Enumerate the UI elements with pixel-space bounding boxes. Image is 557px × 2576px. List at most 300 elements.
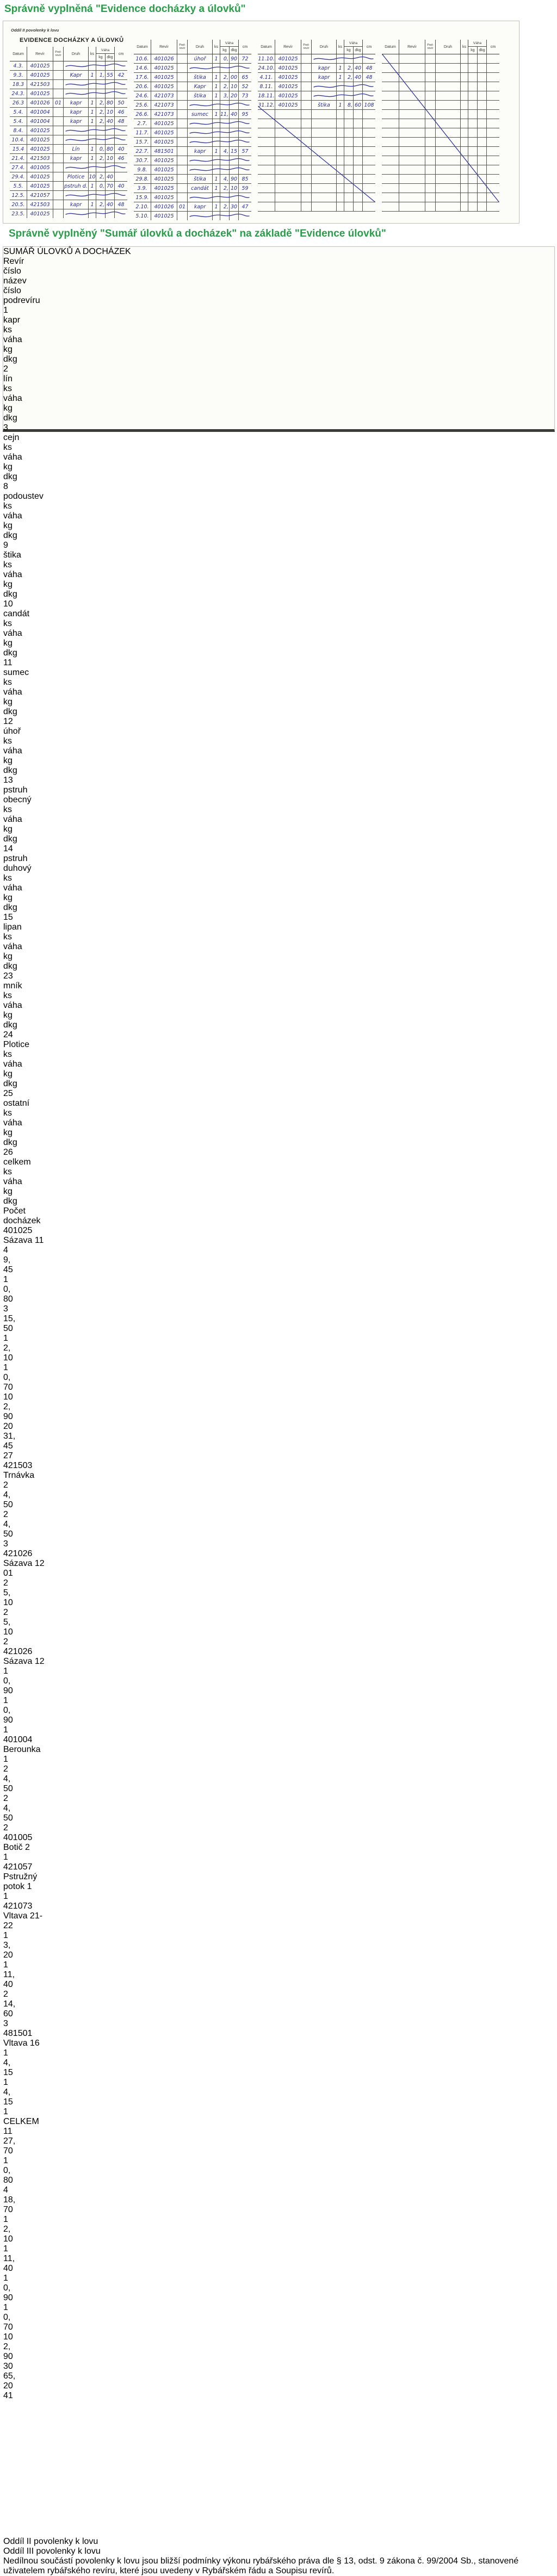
- cell: 1: [213, 82, 220, 91]
- cell: [312, 165, 337, 174]
- cell: [468, 165, 478, 174]
- cell: [436, 156, 461, 165]
- cell: 401025: [27, 89, 53, 98]
- cell: [337, 119, 344, 128]
- cell: [188, 128, 213, 137]
- cell: 1: [3, 1931, 8, 1940]
- cell: Lín: [64, 145, 89, 153]
- cell: [436, 101, 461, 109]
- cell: 1: [213, 54, 220, 63]
- cell: [53, 135, 64, 144]
- cell: 4,: [3, 1520, 11, 1529]
- cell: [220, 64, 230, 72]
- cell: 26.3: [10, 98, 27, 107]
- cell: [354, 156, 363, 165]
- column-header-dkg: dkg: [107, 55, 113, 59]
- evidence-row: [258, 64, 375, 73]
- cell: Berounka 1: [3, 1745, 41, 1764]
- column-header-revir: Revír: [275, 40, 301, 54]
- evidence-panel-4: [382, 40, 499, 212]
- cell: 2,: [3, 1343, 11, 1353]
- cell: 10: [230, 184, 239, 193]
- cell: 1: [3, 1696, 8, 1705]
- evidence-row: [382, 110, 499, 119]
- column-header-revir: Revír: [151, 40, 177, 54]
- cell: 20: [3, 1422, 13, 1431]
- summary-row: [3, 1862, 554, 1902]
- label-ks: ks: [3, 1050, 12, 1059]
- cell: 1: [89, 154, 96, 163]
- cell: 73: [242, 92, 249, 99]
- evidence-row: [10, 61, 127, 71]
- cell: [64, 209, 89, 218]
- label-vaha-group: [3, 1177, 44, 1206]
- evidence-row: [10, 135, 127, 145]
- cell: [363, 54, 375, 63]
- cell: [258, 202, 275, 211]
- cell: 90: [3, 2352, 13, 2361]
- cell: [425, 73, 436, 82]
- cell: [275, 175, 301, 183]
- cell: 01: [53, 98, 64, 107]
- column-header-ks: ks: [461, 40, 468, 54]
- cell: [312, 147, 337, 156]
- evidence-row: [10, 191, 127, 200]
- cell: [425, 110, 436, 119]
- cell: [239, 193, 251, 202]
- cell: [301, 73, 312, 82]
- column-header-ks: ks: [89, 47, 96, 61]
- cell: [399, 156, 425, 165]
- cell: kapr: [64, 108, 89, 116]
- cell: [53, 200, 64, 209]
- evidence-row: [10, 182, 127, 191]
- vaha-subheader: [3, 521, 29, 541]
- cell: [363, 165, 375, 174]
- species-name: kapr: [3, 315, 21, 325]
- cell: 1: [89, 117, 96, 126]
- cell: [177, 193, 188, 202]
- column-header-vaha: [344, 40, 363, 54]
- cell: 1: [3, 2078, 8, 2087]
- cell: [301, 165, 312, 174]
- evidence-row: [258, 202, 375, 212]
- cell: Kapr: [188, 82, 213, 91]
- evidence-row: [134, 202, 251, 212]
- cell: 12.5.: [10, 191, 27, 200]
- evidence-row: [134, 54, 251, 64]
- cell: [275, 119, 301, 128]
- evidence-title: EVIDENCE DOCHÁZKY A ÚLOVKŮ: [20, 37, 124, 44]
- cell: [220, 212, 230, 220]
- summary-title: SUMÁŘ ÚLOVKŮ A DOCHÁZEK: [3, 247, 131, 256]
- cell: [96, 80, 106, 89]
- cell: 1: [3, 1667, 8, 1676]
- cell: 90: [3, 2293, 13, 2302]
- label-vaha-group: [3, 688, 29, 717]
- cell: 1: [89, 98, 96, 107]
- evidence-row: [258, 110, 375, 119]
- evidence-row: [10, 117, 127, 126]
- cell: 8.11.: [258, 82, 275, 91]
- cell: 95: [242, 111, 249, 117]
- species-header: [3, 482, 44, 501]
- cell: 50: [3, 1530, 13, 1539]
- cell: [468, 147, 478, 156]
- cell: [354, 165, 363, 174]
- vaha-subheader: [3, 952, 29, 971]
- label-ks: ks: [3, 1109, 12, 1118]
- evidence-row: [382, 73, 499, 82]
- cell: [337, 175, 344, 183]
- cell: [53, 209, 64, 218]
- species-number: 23: [3, 971, 13, 981]
- cell: [468, 202, 478, 211]
- cell: 2,: [96, 98, 106, 107]
- species-header: [3, 541, 29, 560]
- cell: 10: [106, 108, 115, 116]
- cell: [468, 156, 478, 165]
- cell: [461, 165, 468, 174]
- label: Pod-: [179, 43, 185, 47]
- species-number: 9: [3, 541, 8, 550]
- cell: 29.4.: [10, 172, 27, 181]
- cell: [436, 91, 461, 100]
- cell: [399, 138, 425, 146]
- label-kg: kg: [3, 462, 13, 472]
- label-dkg: dkg: [3, 1020, 17, 1030]
- cell: [177, 147, 188, 156]
- evidence-row: [382, 64, 499, 73]
- cell: 1: [89, 200, 96, 209]
- cell: 57: [242, 148, 249, 154]
- evidence-row: [382, 82, 499, 91]
- cell: [64, 191, 89, 200]
- cell: [337, 147, 344, 156]
- cell: 11,: [220, 110, 230, 119]
- label-kg: kg: [3, 404, 13, 413]
- cell: 9.8.: [134, 165, 151, 174]
- cell: štika: [188, 175, 213, 183]
- cell: 1: [89, 182, 96, 190]
- cell: [425, 138, 436, 146]
- label-kg: kg: [3, 952, 13, 961]
- label-vaha-group: [3, 883, 29, 913]
- cell: 20: [3, 1950, 13, 1960]
- cell: [177, 64, 188, 72]
- species-name: lipan: [3, 922, 22, 932]
- column-header-cm: cm: [118, 52, 124, 56]
- cell: 80: [3, 1295, 13, 1304]
- cell: [382, 119, 399, 128]
- cell: [478, 184, 487, 193]
- cell: 421057: [27, 191, 53, 200]
- cell: [53, 154, 64, 163]
- label-dkg: dkg: [3, 766, 17, 775]
- cell: 11: [3, 2127, 13, 2136]
- cell: [220, 193, 230, 202]
- cell: 2,: [96, 154, 106, 163]
- cell: [478, 193, 487, 202]
- heading-summary: Správně vyplněný "Sumář úlovků a docházek" na základě "Evidence úlovků": [9, 228, 386, 239]
- column-header-datum: Datum: [134, 40, 151, 54]
- label-dkg: dkg: [3, 903, 17, 912]
- label-vaha: váha: [3, 688, 22, 697]
- cell: 1: [213, 91, 220, 100]
- cell: [115, 61, 127, 70]
- vaha-subheader: [344, 47, 362, 54]
- cell: [220, 128, 230, 137]
- cell: [239, 101, 251, 109]
- cell: [96, 89, 106, 98]
- cell: [177, 91, 188, 100]
- cell: [344, 184, 354, 193]
- vaha-subheader: [3, 462, 29, 482]
- column-header-podrevir: [177, 40, 188, 54]
- column-header-dkg: dkg: [355, 48, 361, 52]
- cell: kapr: [188, 147, 213, 156]
- species-name: sumec: [3, 668, 29, 677]
- cell: [399, 101, 425, 109]
- cell: [354, 82, 363, 91]
- cell: [301, 101, 312, 109]
- vaha-subheader: [3, 825, 29, 844]
- vaha-subheader: [3, 1128, 29, 1148]
- cell: 421503: [27, 80, 53, 89]
- cell: [382, 54, 399, 63]
- species-subheader: [3, 619, 29, 658]
- cell: 401004: [3, 1735, 33, 1744]
- evidence-row: [134, 175, 251, 184]
- label-ks: ks: [3, 325, 12, 335]
- vaha-subheader: [3, 639, 29, 658]
- cell: 401025: [151, 64, 177, 72]
- cell: [363, 147, 375, 156]
- cell: [239, 212, 251, 220]
- species-number: 15: [3, 913, 13, 922]
- label-dkg: dkg: [3, 962, 17, 971]
- cell: 60: [3, 2009, 13, 2018]
- species-number: 14: [3, 844, 13, 853]
- cell: 11,: [3, 2254, 15, 2263]
- cell: 70: [106, 182, 115, 190]
- cell: Sázava 12: [3, 1559, 45, 1568]
- cell: [487, 110, 499, 119]
- cell: 18.3: [10, 80, 27, 89]
- cell: [382, 110, 399, 119]
- species-subheader: [3, 443, 29, 482]
- cell: [177, 73, 188, 82]
- label-vaha: váha: [3, 1001, 22, 1010]
- cell: [363, 91, 375, 100]
- column-header-kg: kg: [96, 54, 106, 61]
- label-dkg: dkg: [3, 834, 17, 844]
- cell: 401026: [151, 202, 177, 211]
- cell: 2,: [220, 202, 230, 211]
- cell: [177, 128, 188, 137]
- cell: [213, 138, 220, 146]
- evidence-row: [134, 64, 251, 73]
- cell: CELKEM: [3, 2117, 39, 2126]
- cell: 401025: [151, 156, 177, 165]
- species-name: cejn: [3, 433, 20, 442]
- cell: [425, 54, 436, 63]
- cell: [96, 126, 106, 135]
- label-vaha: váha: [3, 629, 22, 638]
- species-name: pstruh duhový: [3, 854, 32, 873]
- label-vaha-group: [3, 335, 29, 364]
- cell: [53, 71, 64, 79]
- evidence-table: [134, 40, 251, 220]
- cell: [275, 147, 301, 156]
- cell: 1: [3, 1892, 8, 1901]
- label-dkg: dkg: [3, 1079, 17, 1088]
- cell: [301, 156, 312, 165]
- evidence-rows: [10, 61, 127, 218]
- cell: 30: [230, 202, 239, 211]
- cell: [382, 82, 399, 91]
- cell: [230, 156, 239, 165]
- cell: [478, 73, 487, 82]
- label-vaha-group: [3, 1001, 27, 1030]
- cell: [337, 110, 344, 119]
- cell: 1: [213, 73, 220, 82]
- cell: [344, 156, 354, 165]
- cell: [96, 163, 106, 172]
- species-column-25: [3, 1089, 29, 1148]
- label-kg: kg: [3, 1011, 13, 1020]
- evidence-row: [134, 101, 251, 110]
- evidence-row: [258, 101, 375, 110]
- cell: [354, 202, 363, 211]
- evidence-panel-3: [258, 40, 375, 212]
- cell: 26.6.: [134, 110, 151, 119]
- evidence-row: [10, 108, 127, 117]
- cell: 47: [242, 203, 249, 210]
- cell: [487, 138, 499, 146]
- evidence-header-row: [10, 47, 127, 61]
- cell: 48: [366, 74, 373, 81]
- vaha-subheader: [468, 47, 486, 54]
- evidence-row: [10, 163, 127, 172]
- cell: sumec: [188, 110, 213, 119]
- cell: 401025: [151, 165, 177, 174]
- cell: 4,: [3, 1774, 11, 1784]
- cell: kapr: [312, 73, 337, 82]
- cell: [177, 54, 188, 63]
- summary-table: [3, 257, 554, 2537]
- cell: 1: [3, 1853, 8, 1862]
- cell: [425, 91, 436, 100]
- cell: [382, 147, 399, 156]
- cell: 59: [242, 185, 249, 191]
- cell: 1: [3, 2244, 8, 2253]
- label: Váha: [344, 40, 362, 47]
- cell: štika: [312, 101, 337, 109]
- cell: 11.7.: [134, 128, 151, 137]
- cell: [344, 202, 354, 211]
- label-vaha-group: [3, 942, 29, 971]
- species-subheader: [3, 1109, 29, 1148]
- cell: [89, 163, 96, 172]
- cell: [354, 91, 363, 100]
- cell: [301, 128, 312, 137]
- evidence-row: [10, 89, 127, 98]
- cell: [220, 138, 230, 146]
- cell: 401025: [151, 184, 177, 193]
- cell: 401025: [27, 145, 53, 153]
- column-header-vaha: [96, 47, 115, 61]
- cell: 20.5.: [10, 200, 27, 209]
- cell: 31,: [3, 1432, 16, 1441]
- cell: 4: [3, 2185, 8, 2195]
- cell: 15.4: [10, 145, 27, 153]
- cell: [337, 165, 344, 174]
- cell: 1: [337, 73, 344, 82]
- cell: [487, 156, 499, 165]
- cell: 70: [3, 1383, 13, 1392]
- cell: [213, 193, 220, 202]
- cell: [106, 163, 115, 172]
- cell: [337, 91, 344, 100]
- cell: [461, 128, 468, 137]
- cell: 46: [117, 155, 125, 162]
- cell: 2,: [96, 172, 106, 181]
- cell: [478, 202, 487, 211]
- cell: 1: [89, 145, 96, 153]
- cell: 80: [106, 98, 115, 107]
- column-header-dkg: dkg: [231, 48, 237, 52]
- cell: [468, 128, 478, 137]
- cell: [436, 202, 461, 211]
- cell: [468, 91, 478, 100]
- cell: 0,: [3, 1373, 11, 1382]
- cell: [177, 138, 188, 146]
- cell: 10: [3, 2332, 13, 2342]
- species-name-handwritten: Plotice: [3, 1040, 30, 1049]
- cell: [301, 110, 312, 119]
- cell: [478, 110, 487, 119]
- cell: 45: [3, 1441, 13, 1451]
- evidence-row: [134, 119, 251, 128]
- cell: [188, 212, 213, 220]
- label-vaha: váha: [3, 335, 22, 344]
- cell: 01: [177, 202, 188, 211]
- cell: [177, 101, 188, 109]
- cell: [436, 73, 461, 82]
- column-header-podrevir: [425, 40, 436, 54]
- cell: 0,: [3, 2283, 11, 2293]
- summary-scan: [3, 246, 555, 2575]
- cell: [399, 175, 425, 183]
- label-cislo: číslo: [3, 267, 21, 276]
- cell: [177, 156, 188, 165]
- cell: 1: [337, 101, 344, 109]
- cell: [53, 108, 64, 116]
- cell: kapr: [312, 64, 337, 72]
- cell: [188, 119, 213, 128]
- cell: [399, 184, 425, 193]
- cell: [354, 54, 363, 63]
- cell: [354, 184, 363, 193]
- cell: 48: [117, 118, 125, 125]
- cell: štika: [188, 73, 213, 82]
- cell: [301, 193, 312, 202]
- cell: 401025: [151, 212, 177, 220]
- summary-side-block: [3, 2547, 554, 2576]
- evidence-panel-2: [134, 40, 251, 220]
- label-dkg: dkg: [3, 1197, 17, 1206]
